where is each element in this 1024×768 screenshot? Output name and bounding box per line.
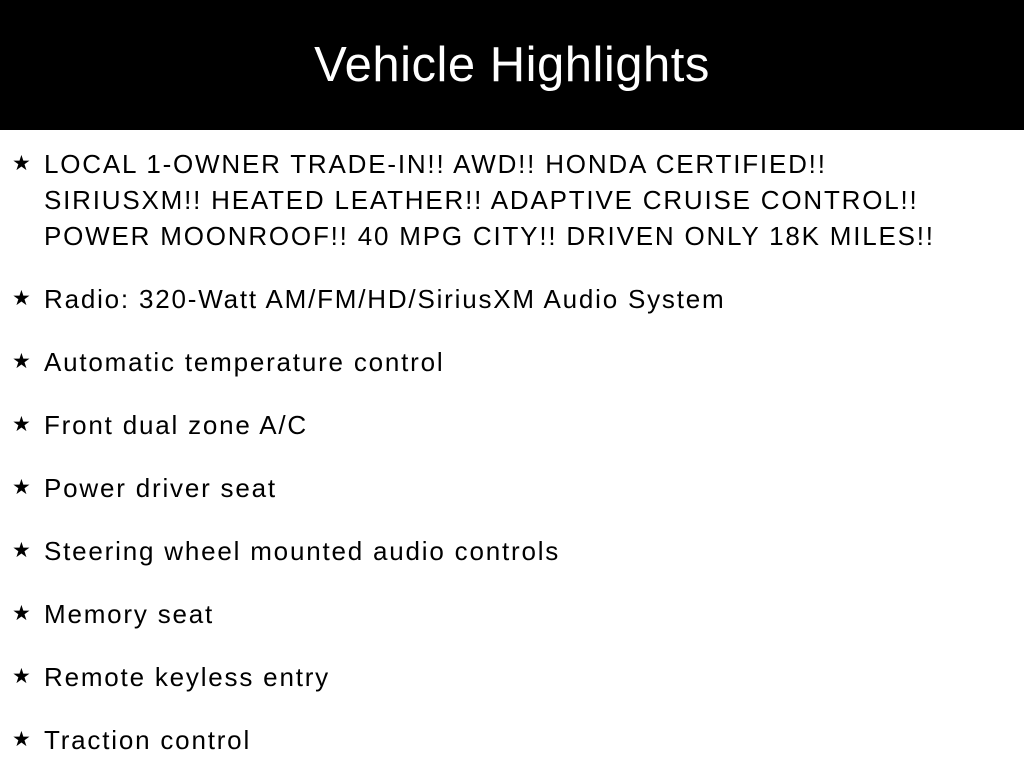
highlight-text: Memory seat: [44, 599, 215, 629]
highlight-text: Automatic temperature control: [44, 347, 445, 377]
star-bullet-icon: ★: [12, 539, 31, 562]
highlight-text: Steering wheel mounted audio controls: [44, 536, 561, 566]
highlight-text: Front dual zone A/C: [44, 410, 308, 440]
list-item: [12, 281, 984, 317]
highlight-text: Power driver seat: [44, 473, 277, 503]
highlight-text: Radio: 320-Watt AM/FM/HD/SiriusXM Audio System: [44, 284, 726, 314]
list-item: [12, 344, 984, 380]
list-item: [12, 533, 984, 569]
star-bullet-icon: ★: [12, 287, 31, 310]
highlight-text: LOCAL 1-OWNER TRADE-IN!! AWD!! HONDA CERTIFIED!! SIRIUSXM!! HEATED LEATHER!! ADAPTIVE CRUISE CONTROL!! POWER MOONROOF!! 40 MPG CITY!! DRIVEN ONLY 18K MILES!!: [44, 149, 935, 251]
list-item: [12, 470, 984, 506]
highlights-list: [0, 130, 1024, 758]
star-bullet-icon: ★: [12, 476, 31, 499]
page-title: Vehicle Highlights: [314, 38, 710, 92]
title-bar: [0, 0, 1024, 130]
star-bullet-icon: ★: [12, 728, 31, 751]
list-item: [12, 659, 984, 695]
list-item: [12, 407, 984, 443]
star-bullet-icon: ★: [12, 350, 31, 373]
star-bullet-icon: ★: [12, 152, 31, 175]
list-item: [12, 596, 984, 632]
list-item: [12, 146, 984, 254]
star-bullet-icon: ★: [12, 665, 31, 688]
list-item: [12, 722, 984, 758]
star-bullet-icon: ★: [12, 602, 31, 625]
highlight-text: Traction control: [44, 725, 252, 755]
star-bullet-icon: ★: [12, 413, 31, 436]
highlight-text: Remote keyless entry: [44, 662, 330, 692]
